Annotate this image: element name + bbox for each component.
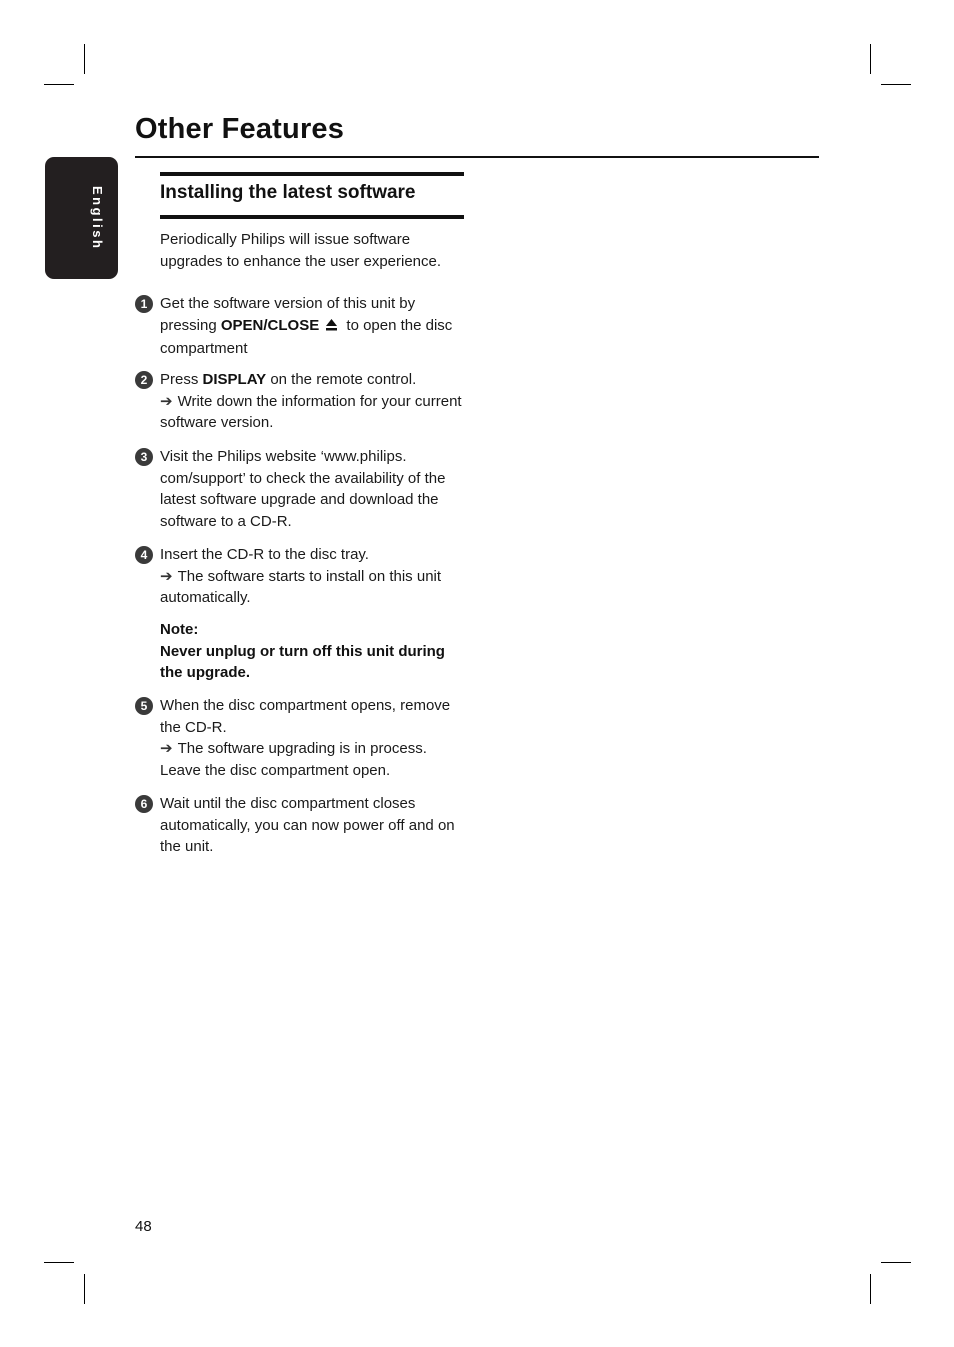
- step-number: 5: [135, 697, 153, 715]
- display-key-label: DISPLAY: [202, 371, 267, 388]
- step-4-text: [160, 544, 470, 609]
- step-6-text: Wait until the disc compartment closes automatically, you can now power off and on the unit.: [160, 795, 455, 856]
- crop-mark: [84, 1274, 85, 1304]
- crop-mark: [870, 1274, 871, 1304]
- crop-mark: [870, 44, 871, 74]
- open-close-key-label: OPEN/CLOSE: [220, 316, 320, 334]
- step-1-pre: Get the software version of this unit by pressing: [160, 295, 416, 334]
- language-tab-label: English: [90, 186, 105, 251]
- section-heading: Installing the latest software: [160, 182, 416, 203]
- section-rule-top: [160, 172, 464, 176]
- title-divider: [135, 156, 819, 158]
- step-number: 3: [135, 448, 153, 466]
- step-1-post: to open the disc compartment: [160, 316, 453, 358]
- intro-paragraph: Periodically Philips will issue software upgrades to enhance the user experience.: [160, 231, 442, 270]
- step-5-instruction: When the disc compartment opens, remove the CD-R.: [160, 697, 451, 736]
- step-1-text: [160, 293, 470, 360]
- step-5-text: [160, 695, 470, 782]
- step-5-result: The software upgrading is in process. Leave the disc compartment open.: [160, 740, 427, 780]
- eject-icon: [325, 317, 338, 339]
- step-2-text: [160, 369, 470, 434]
- note-text: Never unplug or turn off this unit during the upgrade.: [160, 642, 445, 682]
- result-arrow-icon: ➔: [160, 392, 173, 410]
- page-number: 48: [135, 1218, 152, 1235]
- page-title: Other Features: [135, 113, 345, 145]
- note-label: Note:: [160, 621, 199, 638]
- note-block: [160, 619, 460, 684]
- section-rule-bottom: [160, 215, 464, 219]
- step-3-text: Visit the Philips website ‘www.philips. com/support’ to check the availability of the latest software upgrade and download the software to a CD-R.: [160, 448, 446, 531]
- step-number: 2: [135, 371, 153, 389]
- step-2-post: on the remote control.: [266, 371, 417, 388]
- crop-mark: [881, 1262, 911, 1263]
- crop-mark: [44, 1262, 74, 1263]
- step-2-result: Write down the information for your current software version.: [160, 392, 462, 432]
- step-number: 1: [135, 295, 153, 313]
- crop-mark: [881, 84, 911, 85]
- step-number: 4: [135, 546, 153, 564]
- result-arrow-icon: ➔: [160, 567, 173, 585]
- step-4-instruction: Insert the CD-R to the disc tray.: [160, 546, 369, 563]
- result-arrow-icon: ➔: [160, 740, 173, 758]
- language-tab: [45, 157, 118, 279]
- step-2-pre: Press: [160, 371, 203, 388]
- crop-mark: [44, 84, 74, 85]
- step-4-result: The software starts to install on this unit automatically.: [160, 567, 442, 607]
- step-number: 6: [135, 795, 153, 813]
- crop-mark: [84, 44, 85, 74]
